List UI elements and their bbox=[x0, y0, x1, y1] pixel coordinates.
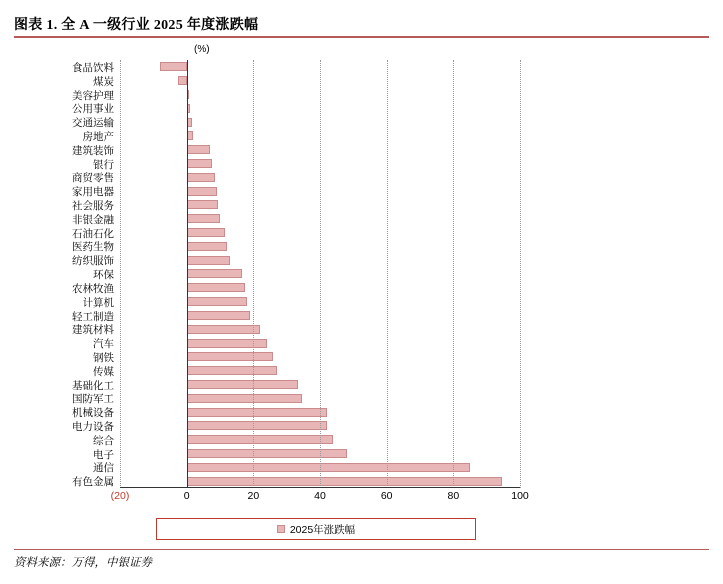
bar bbox=[187, 366, 277, 375]
bar bbox=[187, 228, 225, 237]
bar-category-label: 国防军工 bbox=[72, 393, 114, 406]
x-axis-ticks bbox=[110, 490, 529, 506]
bar bbox=[187, 311, 250, 320]
bar bbox=[187, 269, 242, 278]
bar bbox=[187, 145, 210, 154]
bar-category-label: 农林牧渔 bbox=[72, 282, 114, 295]
gridline bbox=[520, 60, 521, 488]
unit-label: (%) bbox=[194, 44, 210, 55]
source-note: 资料来源：万得，中银证券 bbox=[14, 557, 152, 569]
bar-category-label: 商贸零售 bbox=[72, 172, 114, 185]
x-tick-label: (20) bbox=[110, 490, 130, 502]
bar-category-label: 钢铁 bbox=[93, 351, 114, 364]
bar-category-label: 基础化工 bbox=[72, 379, 114, 392]
bar bbox=[187, 352, 274, 361]
bar-category-label: 环保 bbox=[93, 269, 114, 282]
x-tick-label: 40 bbox=[314, 490, 326, 502]
bar-category-label: 汽车 bbox=[93, 338, 114, 351]
bar-category-label: 电力设备 bbox=[72, 420, 114, 433]
bar-category-label: 电子 bbox=[93, 448, 114, 461]
bar bbox=[187, 256, 230, 265]
legend-swatch-icon bbox=[277, 525, 285, 533]
bar-category-label: 综合 bbox=[93, 434, 114, 447]
gridline bbox=[120, 60, 121, 488]
page-title: 图表 1. 全 A 一级行业 2025 年度涨跌幅 bbox=[14, 18, 259, 33]
bar bbox=[187, 187, 217, 196]
bar bbox=[187, 173, 215, 182]
gridline bbox=[320, 60, 321, 488]
bar-category-label: 传媒 bbox=[93, 365, 114, 378]
bar bbox=[187, 200, 219, 209]
gridline bbox=[253, 60, 254, 488]
bar-category-label: 建筑材料 bbox=[72, 324, 114, 337]
bar-category-label: 社会服务 bbox=[72, 200, 114, 213]
bar-category-label: 计算机 bbox=[82, 296, 114, 309]
bar-category-label: 纺织服饰 bbox=[72, 255, 114, 268]
bar-category-label: 交通运输 bbox=[72, 117, 114, 130]
bar-category-label: 建筑装饰 bbox=[72, 144, 114, 157]
x-tick-label: 100 bbox=[511, 490, 529, 502]
plot-area bbox=[72, 60, 520, 489]
zero-line bbox=[187, 60, 188, 488]
bar-category-label: 美容护理 bbox=[72, 89, 114, 102]
bar bbox=[187, 463, 470, 472]
legend-label: 2025年涨跌幅 bbox=[289, 523, 356, 536]
bar bbox=[187, 477, 502, 486]
bar bbox=[160, 62, 187, 71]
bar bbox=[187, 380, 299, 389]
bar-category-label: 煤炭 bbox=[93, 75, 114, 88]
bar bbox=[187, 408, 327, 417]
gridline bbox=[387, 60, 388, 488]
x-tick-label: 60 bbox=[380, 490, 393, 502]
bar bbox=[187, 242, 227, 251]
x-axis-line bbox=[120, 487, 520, 488]
bar-category-label: 公用事业 bbox=[72, 103, 114, 116]
x-tick-label: 80 bbox=[447, 490, 460, 502]
bar-category-label: 家用电器 bbox=[72, 186, 114, 199]
bar-category-label: 有色金属 bbox=[72, 476, 114, 489]
bar-category-label: 银行 bbox=[93, 158, 114, 171]
bar bbox=[187, 283, 245, 292]
bar bbox=[187, 394, 302, 403]
x-tick-label: 20 bbox=[247, 490, 260, 502]
x-tick-label: 0 bbox=[183, 490, 190, 502]
bar-category-label: 非银金融 bbox=[72, 213, 114, 226]
bar-category-label: 食品饮料 bbox=[72, 62, 114, 74]
footer-divider bbox=[14, 549, 709, 550]
bar bbox=[187, 449, 347, 458]
bar bbox=[187, 421, 327, 430]
chart-legend bbox=[156, 518, 476, 540]
bar bbox=[187, 214, 220, 223]
bar bbox=[187, 159, 212, 168]
bar-category-label: 通信 bbox=[93, 462, 114, 475]
bar bbox=[187, 435, 334, 444]
bar bbox=[187, 325, 260, 334]
bar-category-label: 轻工制造 bbox=[72, 310, 114, 323]
chart-container bbox=[72, 44, 600, 536]
bar-category-label: 机械设备 bbox=[72, 407, 114, 420]
bar bbox=[178, 76, 186, 85]
bar-category-label: 医药生物 bbox=[72, 241, 114, 254]
title-divider bbox=[14, 36, 709, 38]
bar-category-label: 石油石化 bbox=[72, 227, 114, 240]
bar bbox=[187, 297, 247, 306]
bar-category-label: 房地产 bbox=[82, 131, 114, 144]
gridline bbox=[453, 60, 454, 488]
bar bbox=[187, 339, 267, 348]
